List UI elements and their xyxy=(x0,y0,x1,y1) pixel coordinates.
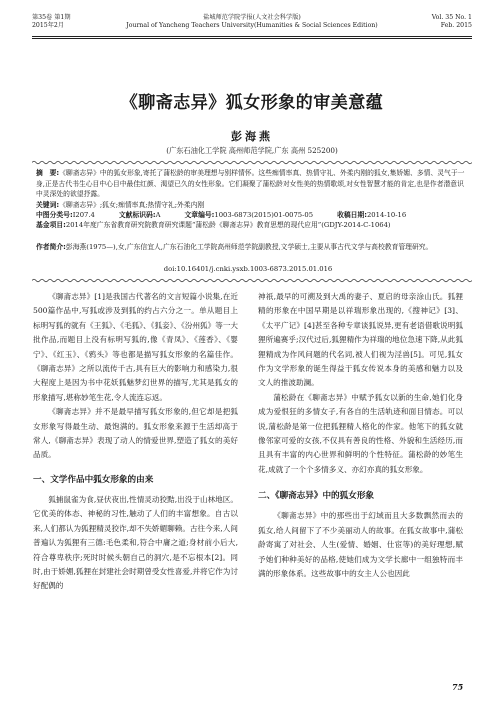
issue-date-en: Feb. 2015 xyxy=(440,22,472,29)
keywords-label: 关键词: xyxy=(36,201,60,209)
wavy-divider-bottom xyxy=(32,278,472,283)
clc-value: I207.4 xyxy=(72,211,95,219)
abstract-text: 《聊斋志异》中的狐女形象,寄托了蒲松龄的审美理想与别样情怀。这些痴情率真、热情守礼、外柔内刚的狐女,集娇媚、多情、灵气于一身,正是古代书生心目中心目中最佳红颜、渴望已久的女性形象。它们凝聚了蒲松龄对女性美的热情歌颂,对女性智慧才能的肯定,也是作者潜意识中灵深处的欲望抒露。 xyxy=(36,169,465,199)
journal-name xyxy=(122,14,382,30)
paragraph: 《聊斋志异》[1]是我国古代著名的文言短篇小说集,在近500篇作品中,写狐或涉及到狐的约占六分之一。单从题目上标明写狐的就有《王狐》、《毛狐》、《狐妾》、《汾州狐》等一大批作品,而题目上没有标明写狐的,像《青凤》、《莲香》、《婴宁》、《红玉》、《鸦头》等也都是描写狐女形象的名篇佳作。《聊斋志异》之所以流传千古,具有巨大的影响力和感染力,很大程度上是因为书中花妖狐魅梦幻世界的描写,尤其是狐女的形象描写,堪称妙笔生花,令人流连忘返。 xyxy=(33,292,238,402)
abstract-label: 摘 要: xyxy=(36,169,60,177)
section-heading-2: 二、《聊斋志异》中的狐女形象 xyxy=(258,491,375,502)
body-column-left xyxy=(33,290,238,680)
clc-label: 中图分类号: xyxy=(36,211,73,219)
classification-line xyxy=(36,210,470,221)
doi[interactable]: doi:10.16401/j.cnki.ysxb.1003-6873.2015.01.016 xyxy=(163,265,333,273)
author-bio xyxy=(36,242,470,264)
keywords-text: 《聊斋志异》;狐女;痴情率真;热情守礼;外柔内刚 xyxy=(59,201,205,209)
author-bio-label: 作者简介: xyxy=(36,243,66,251)
fund-text: 2014年度广东省教育研究院教育研究课题“蒲松龄《聊斋志异》教育思想的现代应用”(GDJY-2014-C-1064) xyxy=(65,221,391,229)
received-date-label: 收稿日期: xyxy=(337,211,367,219)
issue-info-en xyxy=(432,14,472,30)
paragraph: 神祇,最早的可溯及到大禹的妻子、夏启的母亲涂山氏。狐狸精的形象在中国早期是以祥瑞形象出现的,《搜神记》[3]、《太平广记》[4]甚至各种专章谈狐说异,更有老语借歌说明狐狸所遍赛乎;汉代过后,狐狸精作为祥瑞的地位急速下降,从此狐狸精成为作风问题的代名词,被人们视为淫兽[5]。可见,狐女作为文学形象的诞生得益于狐女传说本身的美感和魅力以及文人的推波助澜。 xyxy=(258,292,463,388)
article-id-label: 文章编号: xyxy=(184,211,215,219)
journal-name-cn: 盐城师范学院学报(人文社会科学版) xyxy=(203,14,301,21)
paragraph: 狐捕鼠雀为食,昼伏夜出,性情灵动狡黠,出没于山林地区。它优美的体态、神秘的习性,触动了人们的丰富想象。自古以来,人们都认为狐狸精灵狡诈,却不失娇媚聊赖。古往今来,人间普遍认为狐狸有三德:毛色柔和,符合中庸之道;身材前小后大,符合尊卑秩序;死时时候头朝自己的洞穴,是不忘根本[2]。同时,由于娇媚,狐狸在封建社会时期曾受女性喜爱,并将它作为讨好配偶的 xyxy=(33,494,238,591)
fund-info xyxy=(36,220,470,242)
received-date-value: 2014-10-16 xyxy=(366,211,407,219)
issue-date: 2015年2月 xyxy=(32,22,65,29)
journal-name-en: Journal of Yancheng Teachers University(Humanities & Social Sciences Edition) xyxy=(126,22,378,29)
doc-code-label: 文献标识码: xyxy=(118,211,156,219)
article-id-value: 1003-6873(2015)01-0075-05 xyxy=(214,211,314,219)
author-name: 彭海燕 xyxy=(231,130,273,143)
issue-info xyxy=(32,14,71,30)
wavy-divider-top xyxy=(32,160,472,165)
body-column-right xyxy=(258,290,463,680)
running-head xyxy=(32,14,472,38)
page-number: 75 xyxy=(452,682,464,692)
author-bio-text: 彭海燕(1975—),女,广东信宜人,广东石油化工学院高州师范学院副教授,文学硕士,主要从事古代文学与高校教育管理研究。 xyxy=(65,243,433,251)
doc-code-value: A xyxy=(155,211,161,219)
paragraph: 《聊斋志异》并不是最早描写狐女形象的,但它却是把狐女形象写得最生动、最饱满的。狐女形象来源于生活却高于常人,《聊斋志异》表现了动人的情爱世界,塑造了狐女的美好品质。 xyxy=(33,407,238,460)
volume-issue-en: Vol. 35 No. 1 xyxy=(431,14,472,21)
header-rule xyxy=(32,36,472,37)
fund-label: 基金项目: xyxy=(36,221,66,229)
header-rule-thin xyxy=(32,38,472,39)
keywords xyxy=(36,200,470,211)
article-title: 《聊斋志异》狐女形象的审美意蕴 xyxy=(120,93,384,113)
abstract xyxy=(36,168,470,200)
section-heading-1: 一、文学作品中狐女形象的由来 xyxy=(33,474,154,485)
author-affiliation: (广东石油化工学院 高州师范学院,广东 高州 525200) xyxy=(166,146,338,155)
volume-issue: 第35卷 第1期 xyxy=(32,14,71,21)
paragraph: 《聊斋志异》中的那些出于幻域而且大多数飘然而去的狐女,给人间留下了不少美丽动人的故事。在狐女故事中,蒲松龄寄寓了对社会、人生(爱情、婚姻、仕宦等)的美好理想,赋予她们种种美好的品格,使她们成为文学长廊中一组独特而丰满的形象体系。这些故事中的女主人公也因此 xyxy=(258,511,463,578)
paragraph: 蒲松龄在《聊斋志异》中赋予狐女以新的生命,她们化身成为爱恨狂的多情女子,有各自的生活轨迹和面目情态。可以说,蒲松龄是第一位把狐狸精人格化的作家。他笔下的狐女就像邻家可爱的女孩,不仅具有善良的性格、外貌和生活经历,而且具有丰富的内心世界和鲜明的个性特征。蒲松龄的妙笔生花,成就了一个个多情多义、亦幻亦真的狐女形象。 xyxy=(258,392,463,474)
